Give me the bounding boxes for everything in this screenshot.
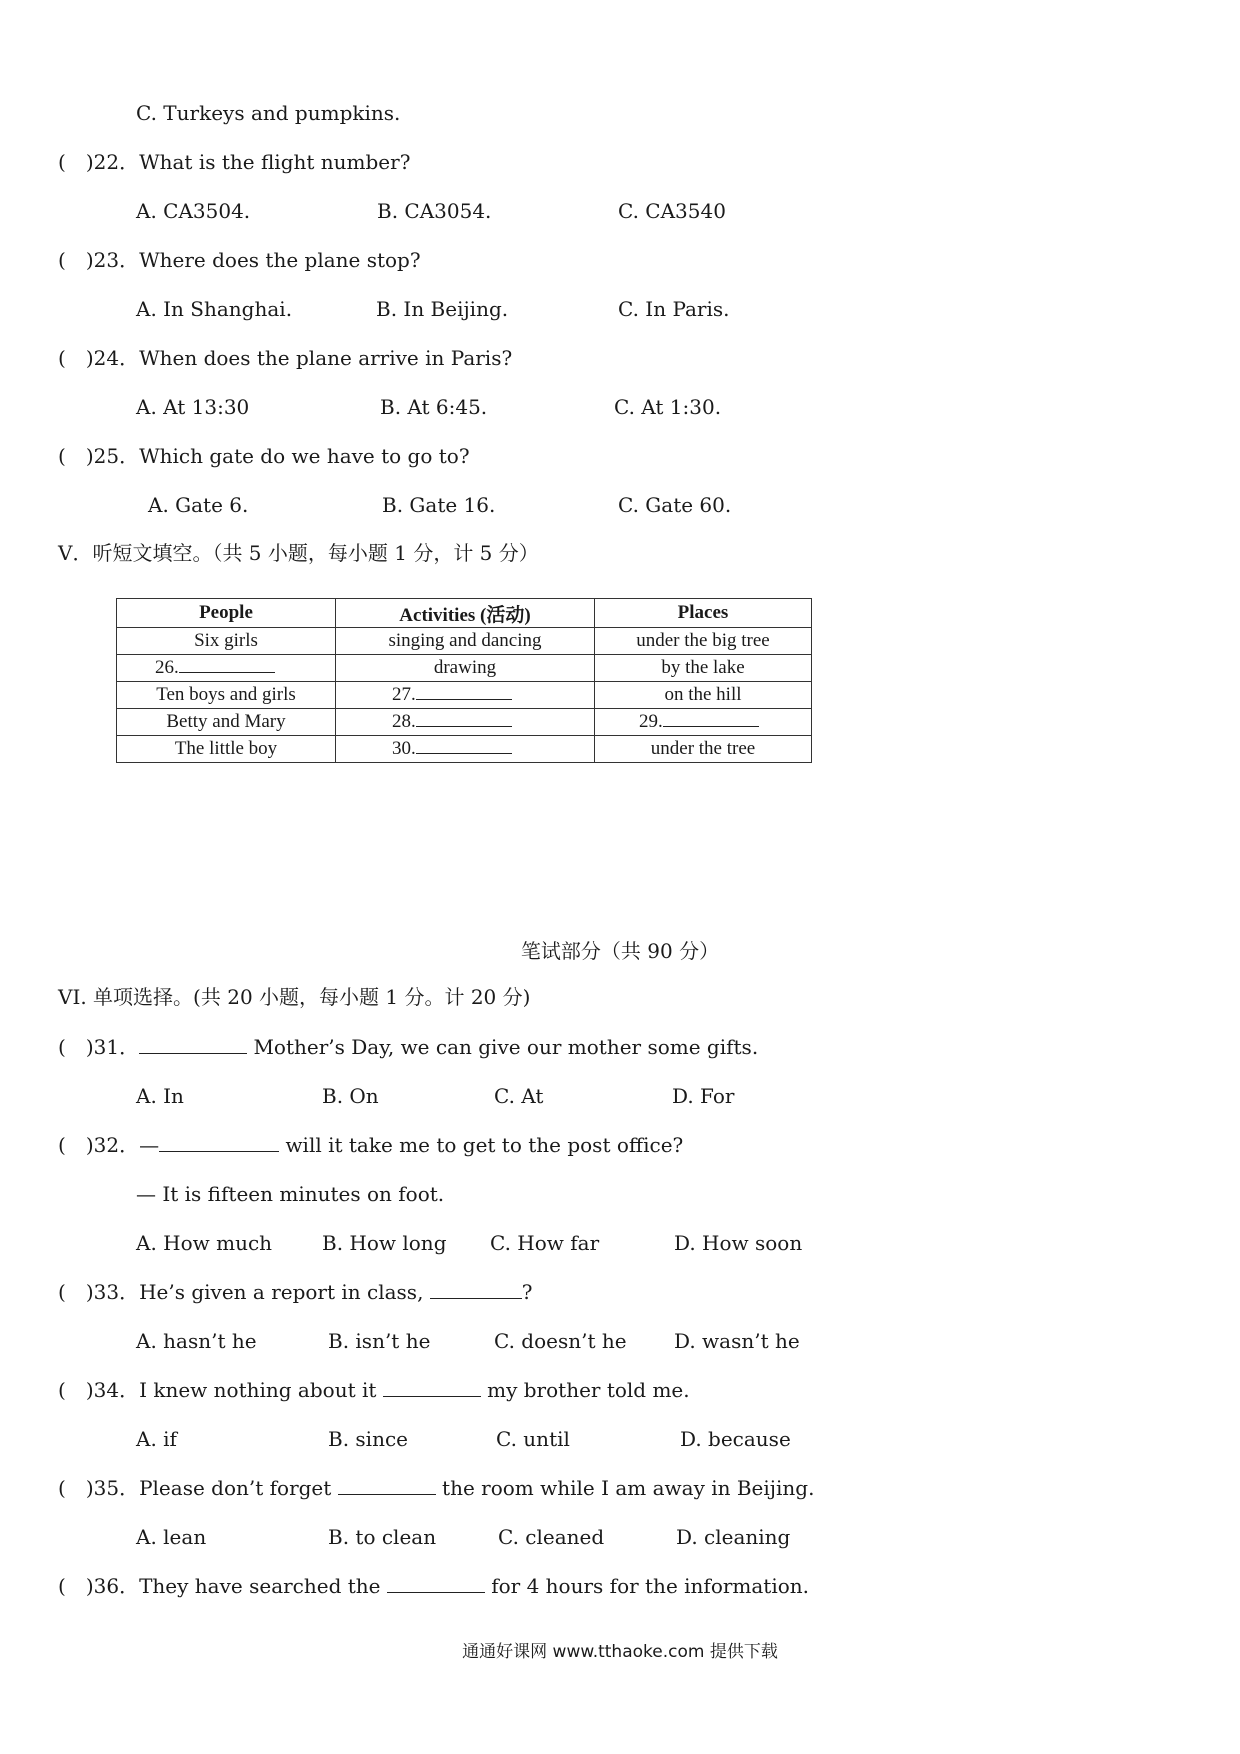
table-cell: under the big tree <box>595 628 812 655</box>
question-22 <box>58 149 410 175</box>
section-5-title: V．听短文填空。（共 5 小题，每小题 1 分，计 5 分） <box>58 541 539 565</box>
question-text: will it take me to get to the post office? <box>285 1133 684 1157</box>
fill-blank <box>139 1035 247 1054</box>
question-stem: 24．When does the plane arrive in Paris? <box>93 346 513 370</box>
question-number: 35． <box>93 1476 140 1500</box>
q25-option-a: A. Gate 6. <box>148 493 249 517</box>
answer-paren-open: ( <box>58 248 66 272</box>
q31-option-a: A. In <box>136 1084 184 1108</box>
q31-option-c: C. At <box>494 1084 544 1108</box>
listening-table <box>116 598 812 763</box>
table-cell: singing and dancing <box>336 628 595 655</box>
fill-blank <box>416 712 512 727</box>
fill-blank <box>383 1378 481 1397</box>
table-cell: Ten boys and girls <box>117 682 336 709</box>
table-cell: by the lake <box>595 655 812 682</box>
table-row <box>117 709 812 736</box>
question-23 <box>58 247 421 273</box>
table-header-people: People <box>117 599 336 628</box>
q33-option-b: B. isn’t he <box>328 1329 431 1353</box>
q33-option-a: A. hasn’t he <box>136 1329 257 1353</box>
q25-option-c: C. Gate 60. <box>618 493 732 517</box>
q33-option-d: D. wasn’t he <box>674 1329 800 1353</box>
question-number: 32． <box>93 1133 140 1157</box>
question-text: I knew nothing about it <box>139 1378 377 1402</box>
question-text: Mother’s Day, we can give our mother some gifts. <box>253 1035 759 1059</box>
table-cell: under the tree <box>595 736 812 763</box>
question-stem: 23．Where does the plane stop? <box>93 248 421 272</box>
table-cell: The little boy <box>117 736 336 763</box>
table-header-row <box>117 599 812 628</box>
q35-option-a: A. lean <box>136 1525 207 1549</box>
answer-paren-close: ) <box>85 1476 94 1500</box>
answer-paren-close: ) <box>85 1035 94 1059</box>
section-6-title: VI. 单项选择。(共 20 小题，每小题 1 分。计 20 分) <box>58 985 531 1009</box>
blank-number: 29. <box>639 711 663 732</box>
q31-option-d: D. For <box>672 1084 735 1108</box>
q32-reply: — It is fifteen minutes on foot. <box>136 1182 445 1206</box>
table-row <box>117 682 812 709</box>
table-header-activities: Activities (活动) <box>336 599 595 628</box>
question-number: 36． <box>93 1574 140 1598</box>
answer-paren-close: ) <box>85 346 94 370</box>
table-cell-blank-28 <box>336 709 595 736</box>
q22-option-a: A. CA3504. <box>136 199 251 223</box>
question-33 <box>58 1279 533 1305</box>
table-row <box>117 655 812 682</box>
question-text: They have searched the <box>139 1574 381 1598</box>
q34-option-c: C. until <box>496 1427 570 1451</box>
q25-option-b: B. Gate 16. <box>382 493 496 517</box>
table-cell-blank-29 <box>595 709 812 736</box>
q23-option-b: B. In Beijing. <box>376 297 509 321</box>
question-number: 31． <box>93 1035 140 1059</box>
q24-option-c: C. At 1:30. <box>614 395 722 419</box>
fill-blank <box>179 658 275 673</box>
q23-option-a: A. In Shanghai. <box>136 297 293 321</box>
q33-option-c: C. doesn’t he <box>494 1329 627 1353</box>
fill-blank <box>338 1476 436 1495</box>
q22-option-b: B. CA3054. <box>377 199 492 223</box>
question-24 <box>58 345 512 371</box>
question-32 <box>58 1132 683 1158</box>
question-35 <box>58 1475 814 1501</box>
answer-paren-close: ) <box>85 1574 94 1598</box>
question-34 <box>58 1377 690 1403</box>
q32-option-d: D. How soon <box>674 1231 803 1255</box>
answer-paren-open: ( <box>58 150 66 174</box>
question-text-end: ? <box>521 1280 533 1304</box>
q35-option-c: C. cleaned <box>498 1525 605 1549</box>
blank-number: 30. <box>392 738 416 759</box>
question-31 <box>58 1034 758 1060</box>
question-stem: 22．What is the flight number? <box>93 150 411 174</box>
fill-blank <box>663 712 759 727</box>
question-stem: 25．Which gate do we have to go to? <box>93 444 470 468</box>
question-text: He’s given a report in class, <box>139 1280 424 1304</box>
answer-paren-open: ( <box>58 1574 66 1598</box>
table-row <box>117 628 812 655</box>
question-text-end: my brother told me. <box>487 1378 690 1402</box>
answer-paren-open: ( <box>58 1476 66 1500</box>
q34-option-d: D. because <box>680 1427 791 1451</box>
answer-paren-open: ( <box>58 1280 66 1304</box>
table-cell-blank-27 <box>336 682 595 709</box>
q21-option-c: C. Turkeys and pumpkins. <box>136 101 401 125</box>
table-cell: drawing <box>336 655 595 682</box>
table-header-places: Places <box>595 599 812 628</box>
question-36 <box>58 1573 809 1599</box>
answer-paren-open: ( <box>58 444 66 468</box>
answer-paren-open: ( <box>58 1035 66 1059</box>
fill-blank <box>159 1133 279 1152</box>
q32-option-a: A. How much <box>136 1231 273 1255</box>
q32-option-b: B. How long <box>322 1231 447 1255</box>
table-cell: on the hill <box>595 682 812 709</box>
written-part-title: 笔试部分（共 90 分） <box>520 939 720 963</box>
page-footer: 通通好课网 www.tthaoke.com 提供下载 <box>462 1642 778 1662</box>
table-cell-blank-26 <box>117 655 336 682</box>
question-text-end: the room while I am away in Beijing. <box>442 1476 815 1500</box>
q24-option-b: B. At 6:45. <box>380 395 488 419</box>
table-row <box>117 736 812 763</box>
fill-blank <box>430 1280 522 1299</box>
q34-option-a: A. if <box>136 1427 177 1451</box>
q34-option-b: B. since <box>328 1427 408 1451</box>
table-cell-blank-30 <box>336 736 595 763</box>
fill-blank <box>387 1574 485 1593</box>
answer-paren-open: ( <box>58 1133 66 1157</box>
blank-number: 27. <box>392 684 416 705</box>
question-25 <box>58 443 470 469</box>
answer-paren-close: ) <box>85 1280 94 1304</box>
q32-option-c: C. How far <box>490 1231 600 1255</box>
question-number: 34． <box>93 1378 140 1402</box>
q22-option-c: C. CA3540 <box>618 199 726 223</box>
question-number: 33． <box>93 1280 140 1304</box>
q23-option-c: C. In Paris. <box>618 297 730 321</box>
answer-paren-open: ( <box>58 1378 66 1402</box>
fill-blank <box>416 685 512 700</box>
table-cell: Six girls <box>117 628 336 655</box>
blank-number: 26. <box>155 657 179 678</box>
question-text-end: for 4 hours for the information. <box>491 1574 810 1598</box>
answer-paren-close: ) <box>85 1378 94 1402</box>
answer-paren-close: ) <box>85 150 94 174</box>
blank-number: 28. <box>392 711 416 732</box>
answer-paren-close: ) <box>85 444 94 468</box>
dash: — <box>139 1133 160 1157</box>
q24-option-a: A. At 13:30 <box>136 395 250 419</box>
table-cell: Betty and Mary <box>117 709 336 736</box>
q31-option-b: B. On <box>322 1084 379 1108</box>
answer-paren-open: ( <box>58 346 66 370</box>
answer-paren-close: ) <box>85 248 94 272</box>
q35-option-b: B. to clean <box>328 1525 437 1549</box>
fill-blank <box>416 739 512 754</box>
answer-paren-close: ) <box>85 1133 94 1157</box>
q35-option-d: D. cleaning <box>676 1525 791 1549</box>
question-text: Please don’t forget <box>139 1476 332 1500</box>
